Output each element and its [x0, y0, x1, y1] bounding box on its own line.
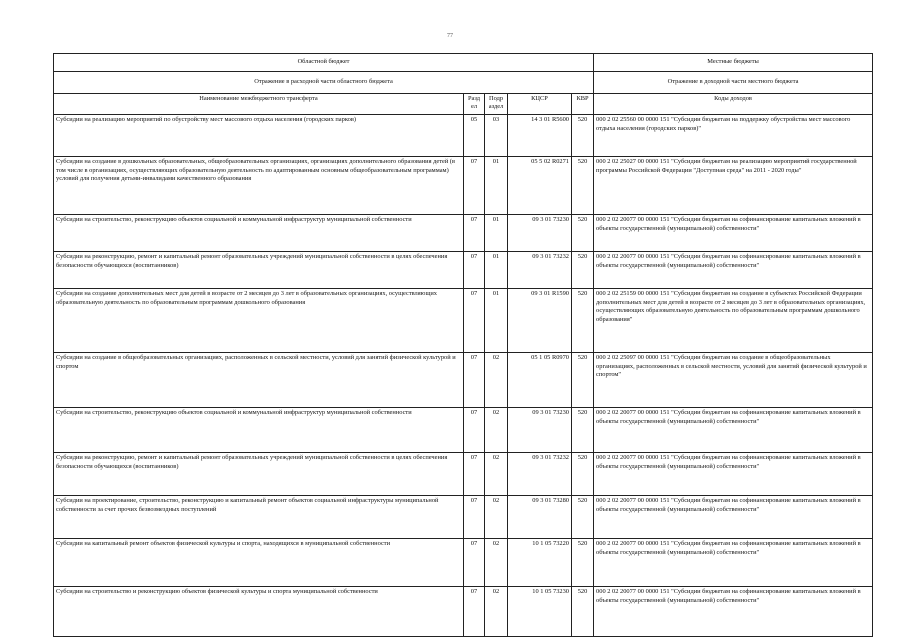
- kcsr-cell: 09 3 01 73232: [508, 453, 572, 496]
- subsection-cell: 02: [485, 587, 508, 637]
- income-code-cell: 000 2 02 20077 00 0000 151 "Субсидии бюджетам на софинансирование капитальных вложений в объекты государственной (муниципальной) собственности": [594, 252, 873, 289]
- table-row: [54, 587, 873, 637]
- column-header-subsection: Подр аздел: [485, 94, 508, 115]
- section-cell: 07: [464, 157, 485, 215]
- section-cell: 07: [464, 353, 485, 408]
- kvr-cell: 520: [572, 157, 594, 215]
- transfer-name-cell: Субсидии на создание в дошкольных образовательных, общеобразовательных организациях, организациях дополнительного образования детей (в том числе в организациях, осуществляющих образовательную деятельность по адаптированным основным общеобразовательным программам) условий для получения детьми-инвалидами качественного образования: [54, 157, 464, 215]
- income-code-cell: 000 2 02 25560 00 0000 151 "Субсидии бюджетам на поддержку обустройства мест массового отдыха населения (городских парков)": [594, 115, 873, 157]
- kvr-cell: 520: [572, 408, 594, 453]
- kvr-cell: 520: [572, 453, 594, 496]
- income-code-cell: 000 2 02 20077 00 0000 151 "Субсидии бюджетам на софинансирование капитальных вложений в объекты государственной (муниципальной) собственности": [594, 496, 873, 539]
- income-code-cell: 000 2 02 25159 00 0000 151 "Субсидии бюджетам на создание в субъектах Российской Федерации дополнительных мест для детей в возрасте от 2 месяцев до 3 лет в образовательных организациях, осуществляющих образовательную деятельность по образовательным программам дошкольного образования": [594, 289, 873, 353]
- column-header-kvr: КВР: [572, 94, 594, 115]
- section-cell: 07: [464, 408, 485, 453]
- income-code-cell: 000 2 02 20077 00 0000 151 "Субсидии бюджетам на софинансирование капитальных вложений в объекты государственной (муниципальной) собственности": [594, 215, 873, 252]
- section-cell: 07: [464, 289, 485, 353]
- header-row-reflection: [54, 72, 873, 94]
- subsection-cell: 02: [485, 353, 508, 408]
- kcsr-cell: 10 1 05 73230: [508, 587, 572, 637]
- income-code-cell: 000 2 02 20077 00 0000 151 "Субсидии бюджетам на софинансирование капитальных вложений в объекты государственной (муниципальной) собственности": [594, 408, 873, 453]
- kvr-cell: 520: [572, 289, 594, 353]
- transfer-name-cell: Субсидии на реализацию мероприятий по обустройству мест массового отдыха населения (городских парков): [54, 115, 464, 157]
- transfer-name-cell: Субсидии на создание в общеобразовательных организациях, расположенных в сельской местности, условий для занятий физической культурой и спортом: [54, 353, 464, 408]
- section-cell: 07: [464, 496, 485, 539]
- kcsr-cell: 10 1 05 73220: [508, 539, 572, 587]
- kcsr-cell: 05 5 02 R0271: [508, 157, 572, 215]
- transfer-name-cell: Субсидии на строительство и реконструкцию объектов физической культуры и спорта муниципальной собственности: [54, 587, 464, 637]
- table-row: [54, 252, 873, 289]
- header-row-columns: [54, 94, 873, 115]
- transfer-name-cell: Субсидии на строительство, реконструкцию объектов социальной и коммунальной инфраструктур муниципальной собственности: [54, 408, 464, 453]
- regional-budget-header: Областной бюджет: [54, 54, 594, 72]
- regional-expense-header: Отражение в расходной части областного бюджета: [54, 72, 594, 94]
- table-row: [54, 215, 873, 252]
- transfer-name-cell: Субсидии на проектирование, строительство, реконструкцию и капитальный ремонт объектов социальной инфраструктуры муниципальной собственности за счет прочих безвозмездных поступлений: [54, 496, 464, 539]
- budget-transfers-table: [53, 53, 873, 637]
- kvr-cell: 520: [572, 215, 594, 252]
- kcsr-cell: 14 3 01 R5600: [508, 115, 572, 157]
- kcsr-cell: 09 3 01 73280: [508, 496, 572, 539]
- subsection-cell: 03: [485, 115, 508, 157]
- income-code-cell: 000 2 02 20077 00 0000 151 "Субсидии бюджетам на софинансирование капитальных вложений в объекты государственной (муниципальной) собственности": [594, 587, 873, 637]
- subsection-cell: 02: [485, 539, 508, 587]
- transfer-name-cell: Субсидии на реконструкцию, ремонт и капитальный ремонт образовательных учреждений муниципальной собственности в целях обеспечения безопасности обучающихся (воспитанников): [54, 252, 464, 289]
- table-row: [54, 408, 873, 453]
- local-budgets-header: Местные бюджеты: [594, 54, 873, 72]
- subsection-cell: 01: [485, 289, 508, 353]
- kvr-cell: 520: [572, 539, 594, 587]
- kcsr-cell: 05 1 05 R0970: [508, 353, 572, 408]
- column-header-kcsr: КЦСР: [508, 94, 572, 115]
- transfer-name-cell: Субсидии на реконструкцию, ремонт и капитальный ремонт образовательных учреждений муниципальной собственности в целях обеспечения безопасности обучающихся (воспитанников): [54, 453, 464, 496]
- kvr-cell: 520: [572, 353, 594, 408]
- income-code-cell: 000 2 02 20077 00 0000 151 "Субсидии бюджетам на софинансирование капитальных вложений в объекты государственной (муниципальной) собственности": [594, 539, 873, 587]
- subsection-cell: 02: [485, 408, 508, 453]
- section-cell: 07: [464, 453, 485, 496]
- table-row: [54, 157, 873, 215]
- section-cell: 07: [464, 539, 485, 587]
- local-income-header: Отражение в доходной части местного бюджета: [594, 72, 873, 94]
- transfer-name-cell: Субсидии на капитальный ремонт объектов физической культуры и спорта, находящихся в муниципальной собственности: [54, 539, 464, 587]
- kcsr-cell: 09 3 01 R1590: [508, 289, 572, 353]
- table-row: [54, 289, 873, 353]
- kvr-cell: 520: [572, 115, 594, 157]
- income-code-cell: 000 2 02 25097 00 0000 151 "Субсидии бюджетам на создание в общеобразовательных организациях, расположенных в сельской местности, условий для занятий физической культурой и спортом": [594, 353, 873, 408]
- page-number: 77: [447, 33, 453, 39]
- table-row: [54, 115, 873, 157]
- kvr-cell: 520: [572, 496, 594, 539]
- subsection-cell: 01: [485, 215, 508, 252]
- column-header-section: Разд ел: [464, 94, 485, 115]
- subsection-cell: 01: [485, 252, 508, 289]
- table-row: [54, 353, 873, 408]
- section-cell: 07: [464, 587, 485, 637]
- table-row: [54, 539, 873, 587]
- column-header-name: Наименование межбюджетного трансферта: [54, 94, 464, 115]
- kcsr-cell: 09 3 01 73230: [508, 215, 572, 252]
- column-header-income-codes: Коды доходов: [594, 94, 873, 115]
- subsection-cell: 01: [485, 157, 508, 215]
- section-cell: 05: [464, 115, 485, 157]
- subsection-cell: 02: [485, 453, 508, 496]
- header-row-budgets: [54, 54, 873, 72]
- table-row: [54, 496, 873, 539]
- income-code-cell: 000 2 02 25027 00 0000 151 "Субсидии бюджетам на реализацию мероприятий государственной программы Российской Федерации "Доступная среда" на 2011 - 2020 годы": [594, 157, 873, 215]
- table-row: [54, 453, 873, 496]
- transfer-name-cell: Субсидии на создание дополнительных мест для детей в возрасте от 2 месяцев до 3 лет в образовательных организациях, осуществляющих образовательную деятельность по образовательным программам дошкольного образования: [54, 289, 464, 353]
- income-code-cell: 000 2 02 20077 00 0000 151 "Субсидии бюджетам на софинансирование капитальных вложений в объекты государственной (муниципальной) собственности": [594, 453, 873, 496]
- kcsr-cell: 09 3 01 73230: [508, 408, 572, 453]
- kvr-cell: 520: [572, 252, 594, 289]
- transfer-name-cell: Субсидии на строительство, реконструкцию объектов социальной и коммунальной инфраструктур муниципальной собственности: [54, 215, 464, 252]
- kcsr-cell: 09 3 01 73232: [508, 252, 572, 289]
- kvr-cell: 520: [572, 587, 594, 637]
- section-cell: 07: [464, 252, 485, 289]
- section-cell: 07: [464, 215, 485, 252]
- subsection-cell: 02: [485, 496, 508, 539]
